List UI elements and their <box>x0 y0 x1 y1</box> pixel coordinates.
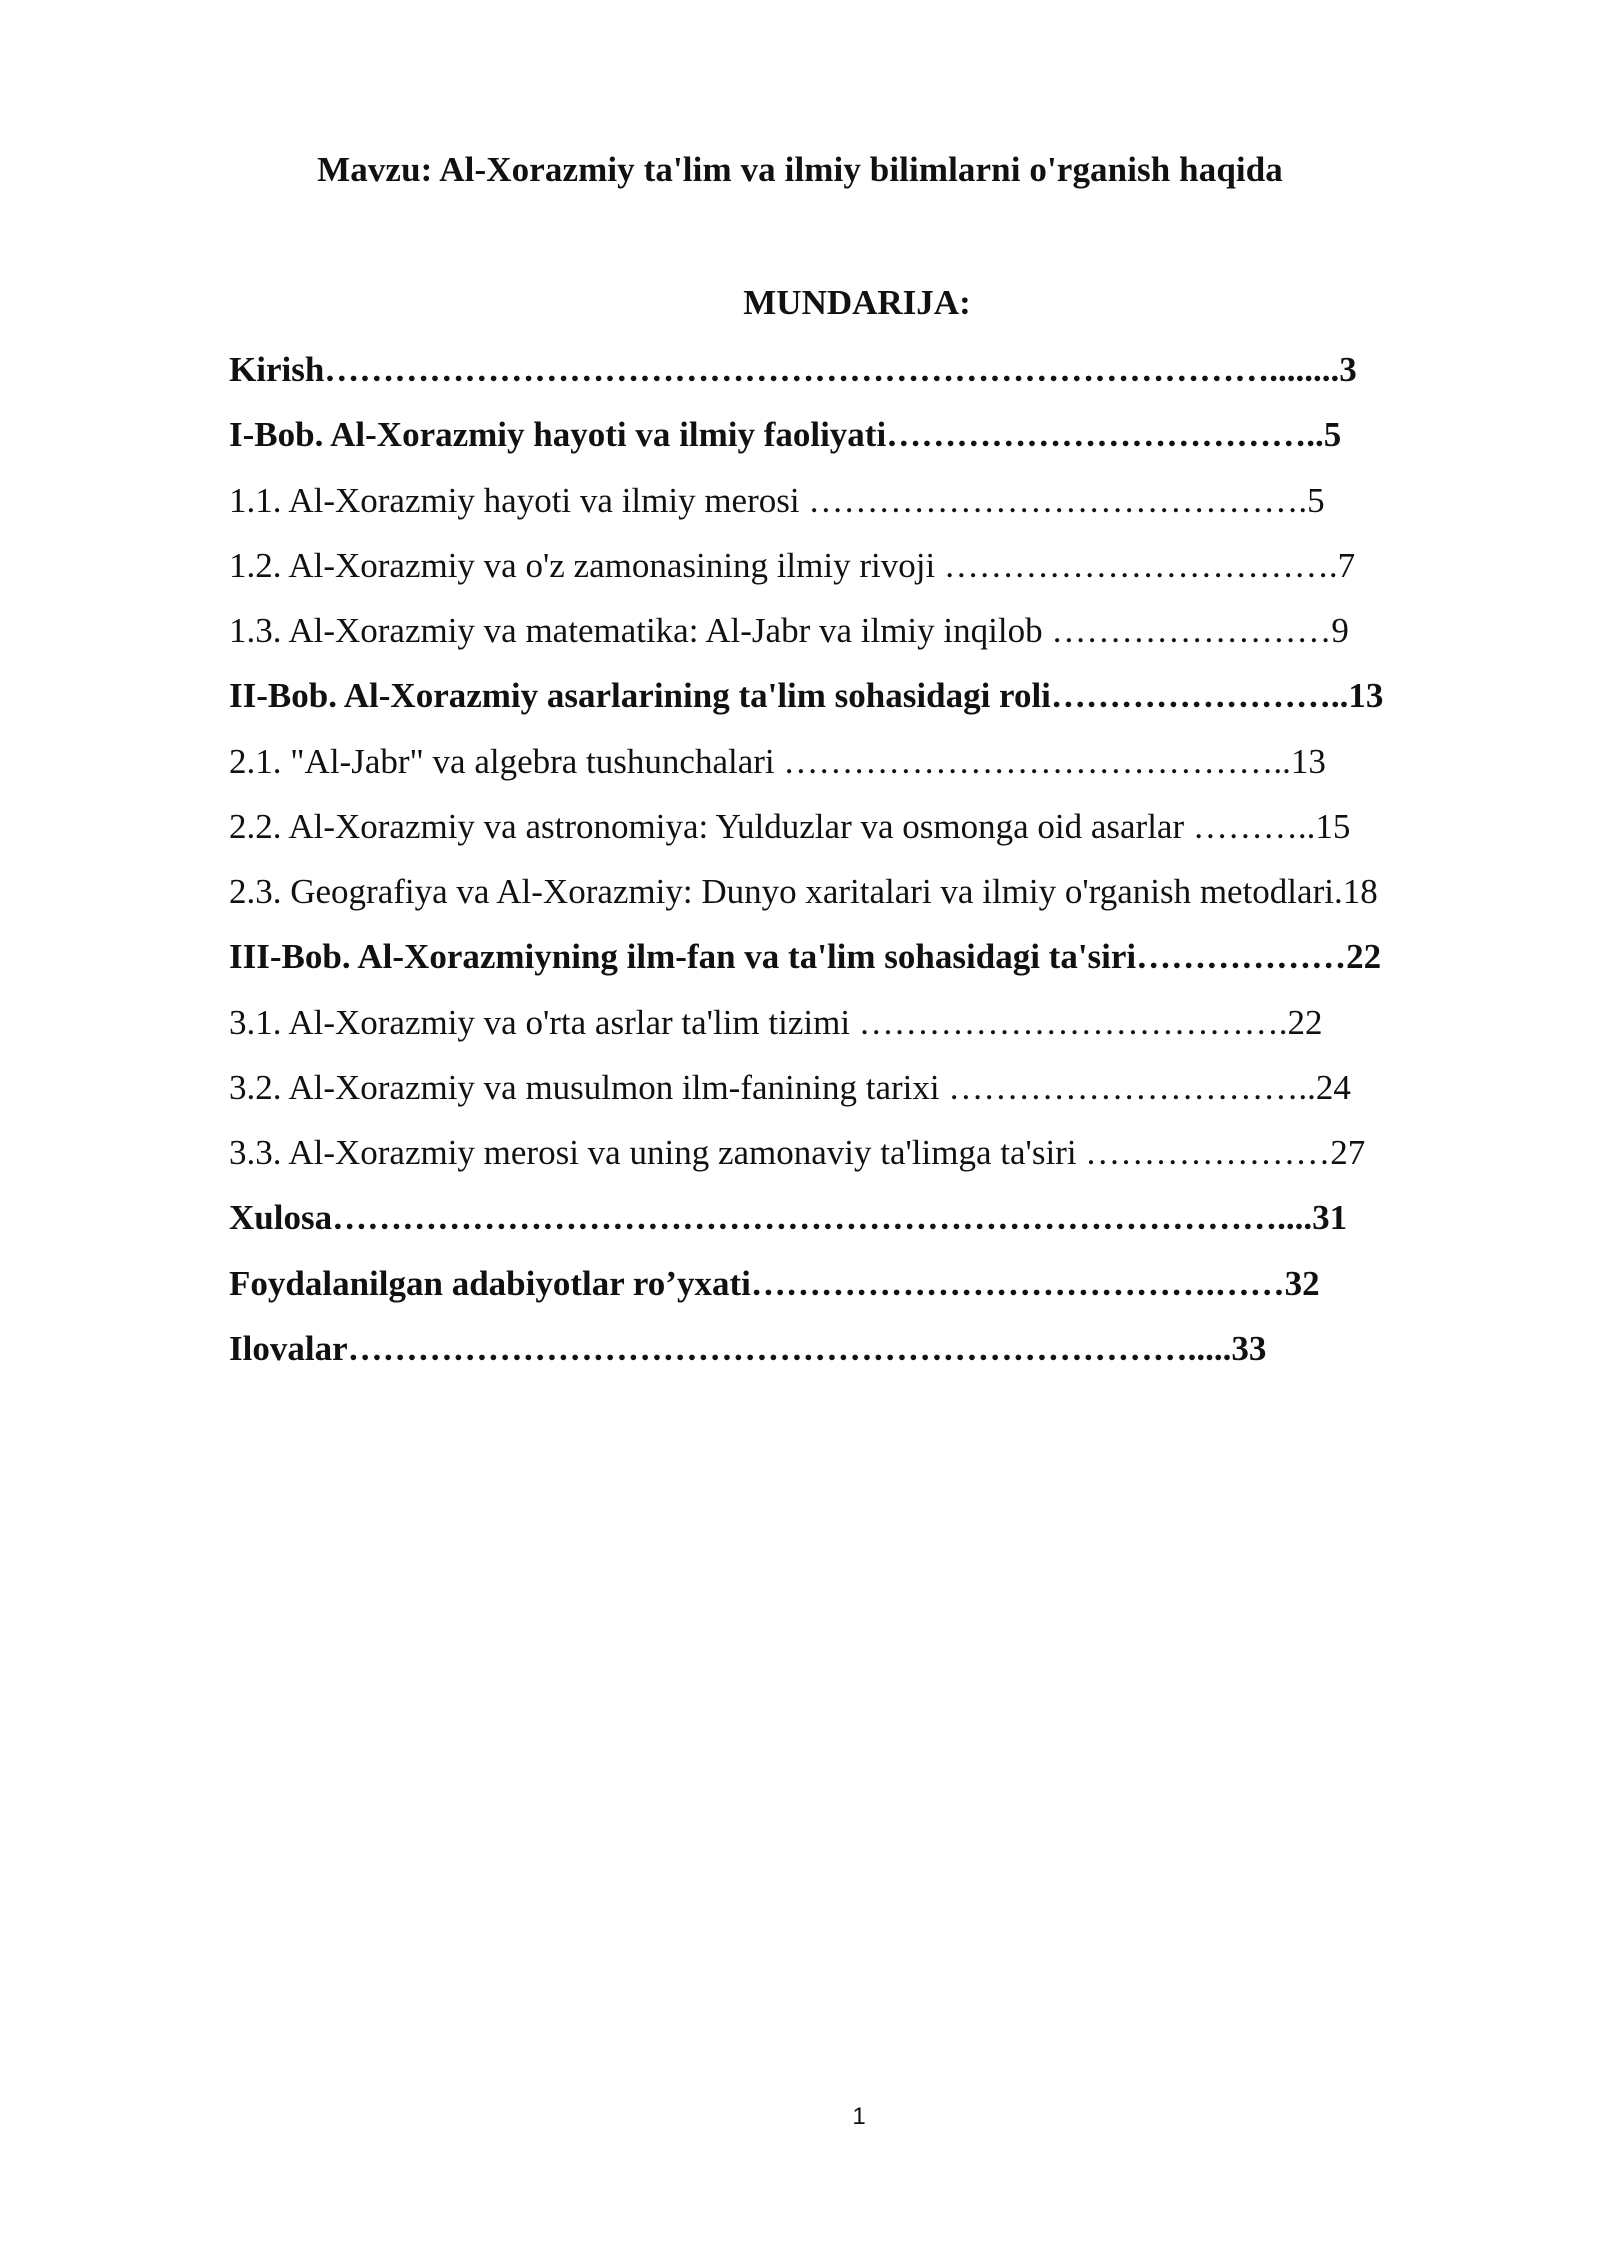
toc-entry-chapter-2: II-Bob. Al-Xorazmiy asarlarining ta'lim sohasidagi roli……………………..13 <box>229 676 1384 715</box>
toc-entry-section-3-2: 3.2. Al-Xorazmiy va musulmon ilm-fanining tarixi …………………………..24 <box>229 1068 1351 1107</box>
toc-entry-chapter-1: I-Bob. Al-Xorazmiy hayoti va ilmiy faoliyati………………………………..5 <box>229 415 1342 454</box>
toc-entry-section-2-2: 2.2. Al-Xorazmiy va astronomiya: Yulduzlar va osmonga oid asarlar ………..15 <box>229 807 1351 846</box>
toc-entry-introduction: Kirish………………………………………………………………………........3 <box>229 350 1357 389</box>
toc-entry-conclusion: Xulosa………………………………………………………………………....31 <box>229 1198 1348 1237</box>
toc-entry-section-1-2: 1.2. Al-Xorazmiy va o'z zamonasining ilmiy rivoji …………………………….7 <box>229 546 1356 585</box>
page-number: 1 <box>852 2103 866 2130</box>
toc-entry-section-1-1: 1.1. Al-Xorazmiy hayoti va ilmiy merosi …………………………………….5 <box>229 481 1325 520</box>
toc-entry-section-1-3: 1.3. Al-Xorazmiy va matematika: Al-Jabr va ilmiy inqilob ……………………9 <box>229 611 1349 650</box>
toc-entry-references: Foydalanilgan adabiyotlar ro’yxati………………………………….……32 <box>229 1264 1320 1303</box>
toc-entry-appendices: Ilovalar……………………………………………………………….....33 <box>229 1329 1267 1368</box>
toc-entry-section-3-3: 3.3. Al-Xorazmiy merosi va uning zamonaviy ta'limga ta'siri …………………27 <box>229 1133 1366 1172</box>
toc-heading: MUNDARIJA: <box>743 283 971 322</box>
toc-entry-chapter-3: III-Bob. Al-Xorazmiyning ilm-fan va ta'lim sohasidagi ta'siri………………22 <box>229 937 1382 976</box>
toc-entry-section-2-3: 2.3. Geografiya va Al-Xorazmiy: Dunyo xaritalari va ilmiy o'rganish metodlari.18 <box>229 872 1378 911</box>
topic-title: Mavzu: Al-Xorazmiy ta'lim va ilmiy bilimlarni o'rganish haqida <box>317 150 1283 189</box>
toc-entry-section-2-1: 2.1. "Al-Jabr" va algebra tushunchalari ……………………………………..13 <box>229 742 1326 781</box>
toc-entry-section-3-1: 3.1. Al-Xorazmiy va o'rta asrlar ta'lim tizimi ……………………………….22 <box>229 1003 1323 1042</box>
